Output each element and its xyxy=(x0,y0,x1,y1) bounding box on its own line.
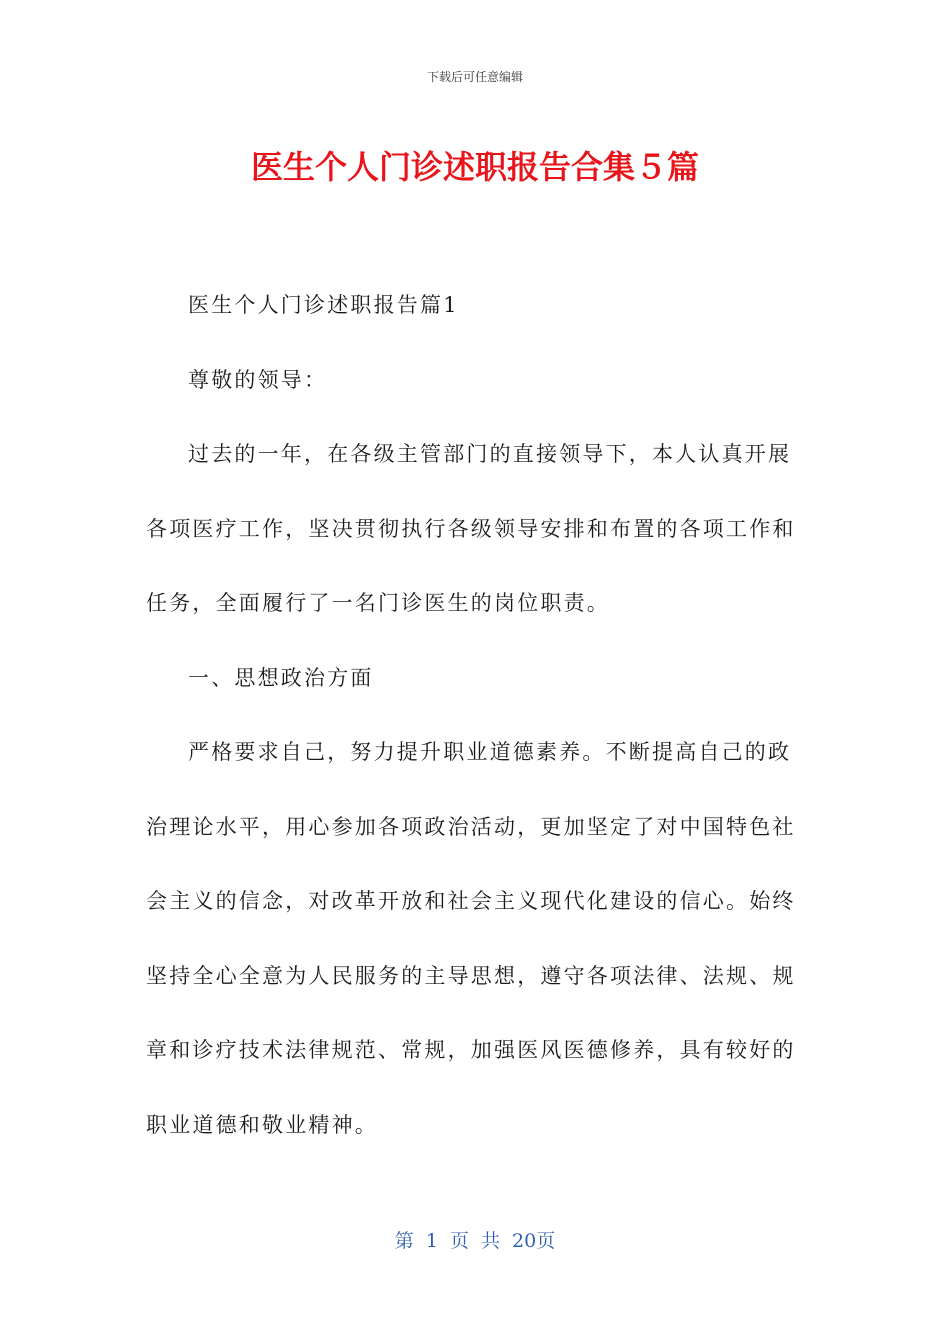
section-heading: 医生个人门诊述职报告篇1 xyxy=(188,293,459,317)
salutation: 尊敬的领导： xyxy=(188,367,328,392)
paragraph: 严格要求自己，努力提升职业道德素养。不断提高自己的政治理论水平，用心参加各项政治活动，更加坚定了对中国特色社会主义的信念，对改革开放和社会主义现代化建设的信心。始终坚持全心全意为人民服务的主导思想，遵守各项法律、法规、规章和诊疗技术法律规范、常规，加强医风医德修养，具有较好的职业道德和敬业精神。 xyxy=(146,740,796,1137)
header-note: 下载后可任意编辑 xyxy=(426,70,523,84)
page-number: 第 1 页 共 20页 xyxy=(394,1230,556,1252)
subheading: 一、思想政治方面 xyxy=(188,665,374,690)
paragraph: 过去的一年，在各级主管部门的直接领导下，本人认真开展各项医疗工作，坚决贯彻执行各级领导安排和布置的各项工作和任务，全面履行了一名门诊医生的岗位职责。 xyxy=(146,442,796,615)
document-title: 医生个人门诊述职报告合集５篇 xyxy=(250,148,699,186)
document-body xyxy=(146,268,810,1162)
